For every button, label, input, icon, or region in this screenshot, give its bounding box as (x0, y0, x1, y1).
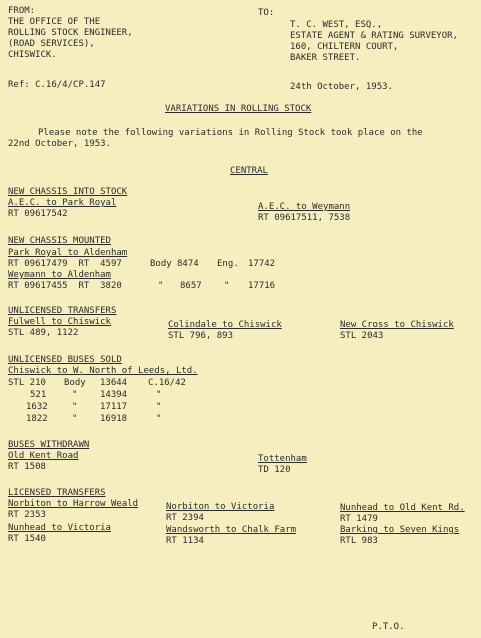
from-line-3: (ROAD SERVICES), (8, 39, 95, 49)
unlicensed-transfer-2-route: Colindale to Chiswick (168, 320, 282, 330)
new-chassis-stock-right-detail: RT 09617511, 7538 (258, 213, 351, 223)
licensed-transfer-6-detail: RTL 983 (340, 536, 378, 546)
sold-row-4-body-label: " (72, 414, 78, 424)
date: 24th October, 1953. (290, 82, 393, 92)
sold-row-3-body-label: " (72, 402, 78, 412)
sold-row-2-ref: " (156, 390, 162, 400)
withdrawn-1-detail: RT 1508 (8, 462, 46, 472)
sold-row-2-body: 14394 (100, 390, 128, 400)
licensed-transfer-1-detail: RT 2353 (8, 510, 46, 520)
to-line-3: 160, CHILTERN COURT, (290, 42, 399, 52)
intro-line-2: 22nd October, 1953. (8, 139, 111, 149)
licensed-transfer-3-detail: RT 1479 (340, 514, 378, 524)
sold-row-1-body-label: Body (64, 378, 86, 388)
withdrawn-2-detail: TD 120 (258, 465, 291, 475)
mounted-row-1-eng-label: Eng. (217, 259, 239, 269)
unlicensed-transfer-3-route: New Cross to Chiswick (340, 320, 454, 330)
licensed-transfer-4-route: Nunhead to Victoria (8, 523, 111, 533)
sold-row-1-ref: C.16/42 (148, 378, 186, 388)
sold-row-2-fleet: 521 (30, 390, 47, 400)
reference: Ref: C.16/4/CP.147 (8, 80, 106, 90)
unlicensed-transfer-1-detail: STL 489, 1122 (8, 328, 79, 338)
licensed-transfer-3-route: Nunhead to Old Kent Rd. (340, 503, 465, 513)
withdrawn-2-route: Tottenham (258, 454, 307, 464)
licensed-transfer-5-route: Wandsworth to Chalk Farm (166, 525, 297, 535)
unlicensed-transfer-2-detail: STL 796, 893 (168, 331, 234, 341)
sold-row-3-fleet: 1632 (26, 402, 48, 412)
licensed-transfer-2-detail: RT 2394 (166, 513, 204, 523)
mounted-row-1-eng: 17742 (248, 259, 276, 269)
mounted-row-2-detail: RT 09617455 RT 3820 (8, 281, 122, 291)
to-line-2: ESTATE AGENT & RATING SURVEYOR, (290, 31, 458, 41)
licensed-transfer-2-route: Norbiton to Victoria (166, 502, 275, 512)
new-chassis-mounted-heading: NEW CHASSIS MOUNTED (8, 236, 111, 246)
new-chassis-stock-heading: NEW CHASSIS INTO STOCK (8, 187, 128, 197)
buses-sold-heading: UNLICENSED BUSES SOLD (8, 355, 122, 365)
sold-row-3-ref: " (156, 402, 162, 412)
new-chassis-stock-left-route: A.E.C. to Park Royal (8, 198, 117, 208)
subject-title: VARIATIONS IN ROLLING STOCK (165, 104, 312, 114)
new-chassis-stock-right-route: A.E.C. to Weymann (258, 202, 351, 212)
unlicensed-transfer-3-detail: STL 2043 (340, 331, 384, 341)
buses-withdrawn-heading: BUSES WITHDRAWN (8, 440, 90, 450)
withdrawn-1-route: Old Kent Road (8, 451, 79, 461)
buses-sold-route: Chiswick to W. North of Leeds, Ltd. (8, 366, 198, 376)
mounted-row-2-route: Weymann to Aldenham (8, 270, 111, 280)
mounted-row-1-detail: RT 09617479 RT 4597 (8, 259, 122, 269)
sold-row-4-fleet: 1822 (26, 414, 48, 424)
licensed-transfers-heading: LICENSED TRANSFERS (8, 488, 106, 498)
licensed-transfer-4-detail: RT 1540 (8, 534, 46, 544)
licensed-transfer-6-route: Barking to Seven Kings (340, 525, 460, 535)
from-line-2: ROLLING STOCK ENGINEER, (8, 28, 133, 38)
from-line-1: THE OFFICE OF THE (8, 17, 101, 27)
to-line-1: T. C. WEST, ESQ., (290, 20, 383, 30)
sold-row-1-body: 13644 (100, 378, 128, 388)
sold-row-1-fleet: STL 210 (8, 378, 46, 388)
mounted-row-1-body: 8474 (177, 259, 199, 269)
sold-row-4-ref: " (156, 414, 162, 424)
sold-row-3-body: 17117 (100, 402, 128, 412)
from-line-4: CHISWICK. (8, 50, 57, 60)
unlicensed-transfers-heading: UNLICENSED TRANSFERS (8, 306, 117, 316)
from-label: FROM: (8, 6, 36, 16)
mounted-row-2-eng-label: " (224, 281, 230, 291)
sold-row-4-body: 16918 (100, 414, 128, 424)
mounted-row-2-eng: 17716 (248, 281, 276, 291)
licensed-transfer-1-route: Norbiton to Harrow Weald (8, 499, 139, 509)
mounted-row-2-body-label: " (158, 281, 164, 291)
licensed-transfer-5-detail: RT 1134 (166, 536, 204, 546)
new-chassis-stock-left-detail: RT 09617542 (8, 209, 68, 219)
mounted-row-2-body: 8657 (180, 281, 202, 291)
region-heading: CENTRAL (230, 166, 268, 176)
intro-line-1: Please note the following variations in Rolling Stock took place on the (38, 128, 423, 138)
to-label: TO: (258, 8, 275, 18)
sold-row-2-body-label: " (72, 390, 78, 400)
pto-note: P.T.O. (372, 622, 405, 632)
mounted-row-1-body-label: Body (150, 259, 172, 269)
mounted-row-1-route: Park Royal to Aldenham (8, 248, 128, 258)
unlicensed-transfer-1-route: Fulwell to Chiswick (8, 317, 111, 327)
to-line-4: BAKER STREET. (290, 53, 361, 63)
